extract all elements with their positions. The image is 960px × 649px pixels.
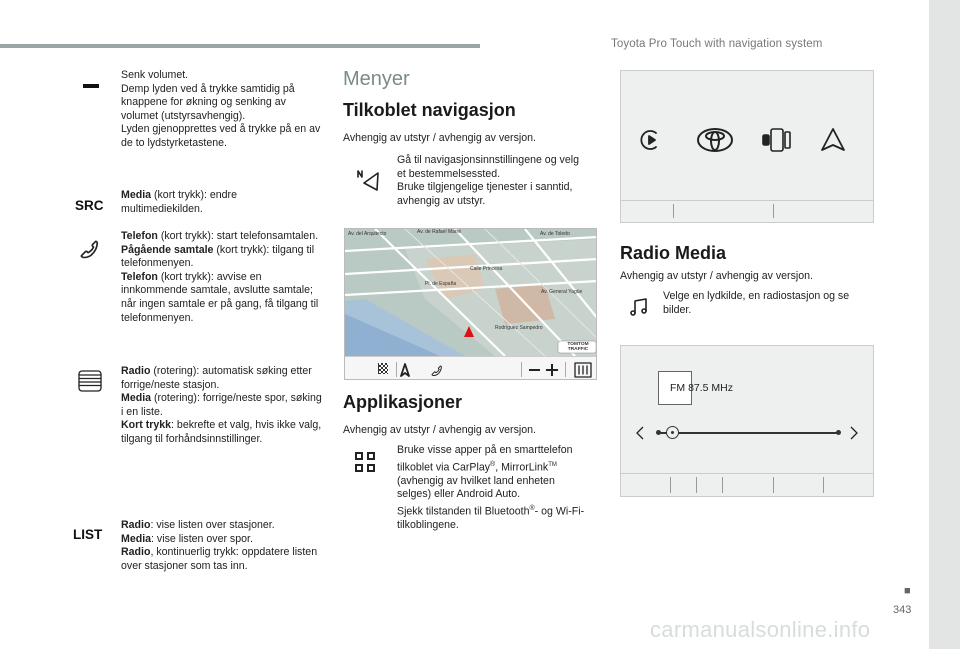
tab-divider xyxy=(773,477,774,493)
map-toolbar xyxy=(345,356,597,380)
flag-icon[interactable] xyxy=(378,363,388,374)
minus-icon xyxy=(80,80,102,92)
src-text: Media (kort trykk): endre multimediekilden. xyxy=(121,189,237,215)
zoom-in-button[interactable] xyxy=(546,364,558,376)
next-station-button[interactable] xyxy=(849,426,859,440)
slider-end-dot xyxy=(836,430,841,435)
frequency-slider[interactable] xyxy=(657,432,839,434)
navigation-icon xyxy=(355,168,381,194)
slider-end-dot xyxy=(656,430,661,435)
home-screen-preview xyxy=(620,70,874,223)
mirrorlink-icon[interactable] xyxy=(759,125,793,155)
music-note-icon xyxy=(628,296,650,318)
tab-divider xyxy=(670,477,671,493)
radio-dependency-text: Avhengig av utstyr / avhengig av versjon. xyxy=(620,270,813,282)
tab-divider xyxy=(823,477,824,493)
previous-station-button[interactable] xyxy=(635,426,645,440)
map-street-label: Rodríguez Sampedro xyxy=(495,325,543,331)
nav-dependency-text: Avhengig av utstyr / avhengig av versjon. xyxy=(343,132,536,144)
src-icon: SRC xyxy=(75,198,104,213)
phone-icon xyxy=(76,236,102,262)
map-menu-icon[interactable] xyxy=(573,361,593,379)
radio-screen-preview xyxy=(620,345,874,497)
map-street-label: Calle Princesa xyxy=(470,266,503,272)
phone-icon[interactable] xyxy=(428,361,444,379)
tab-divider xyxy=(722,477,723,493)
android-auto-icon[interactable] xyxy=(818,126,848,154)
map-street-label: Av. de Toledo xyxy=(540,231,570,237)
toolbar-divider xyxy=(521,362,522,377)
map-street-label: Av. del Arquitecto xyxy=(348,231,387,237)
screen-divider xyxy=(621,200,873,201)
page-number: 343 xyxy=(893,604,912,616)
screen-divider xyxy=(621,473,873,474)
list-text: Radio: vise listen over stasjoner. Media: vise listen over spor. Radio, kontinuerlig trykk: oppdatere listen over stasjoner som tas inn. xyxy=(121,519,318,572)
carplay-icon[interactable] xyxy=(638,127,664,153)
running-header: Toyota Pro Touch with navigation system xyxy=(611,38,823,50)
nav-heading: Tilkoblet navigasjon xyxy=(343,100,516,120)
tomtom-traffic-badge: TOMTOM TRAFFIC xyxy=(567,342,589,352)
map-street-label: Pl. de España xyxy=(425,281,457,287)
menus-heading: Menyer xyxy=(343,68,410,90)
zoom-out-button[interactable] xyxy=(529,369,540,371)
navigation-map-screen xyxy=(344,228,597,380)
tab-divider xyxy=(696,477,697,493)
page-side-band xyxy=(929,0,960,649)
station-frequency: FM 87.5 MHz xyxy=(670,382,734,394)
header-rule xyxy=(0,44,480,48)
apps-heading: Applikasjoner xyxy=(343,392,463,412)
apps-grid-icon xyxy=(355,452,377,474)
toyota-logo-icon[interactable] xyxy=(695,126,735,154)
position-arrow-icon[interactable] xyxy=(397,361,413,379)
radio-media-heading: Radio Media xyxy=(620,243,727,263)
watermark: carmanualsonline.info xyxy=(650,617,871,642)
tab-divider xyxy=(773,204,774,218)
apps-text: Bruke visse apper på en smarttelefon tilkoblet via CarPlay®, MirrorLink™ (avhengig av hvilket land enheten selges) eller Android Auto. Sjekk tilstanden til Bluetooth®- og Wi-Fi- tilkoblingene. xyxy=(397,444,585,532)
rotary-knob-icon xyxy=(76,368,104,394)
nav-text: Gå til navigasjonsinnstillingene og velg et bestemmelsessted. Bruke tilgjengelige tjenester i sanntid, avhengig av utstyr. xyxy=(397,154,579,207)
list-icon: LIST xyxy=(73,527,103,542)
volume-down-text: Senk volumet. Demp lyden ved å trykke samtidig på knappene for økning og senking av volumet (utstyrsavhengig). Lyden gjenopprettes ved å trykke på en av de to lydstyrketastene. xyxy=(121,69,321,149)
tab-divider xyxy=(673,204,674,218)
page-dot: ■ xyxy=(904,585,911,597)
frequency-slider-thumb[interactable] xyxy=(666,426,679,439)
radio-text: Radio (rotering): automatisk søking etter forrige/neste stasjon. Media (rotering): forrige/neste spor, søking i en liste. Kort trykk: bekrefte et valg, hvis ikke valg, tilgang til forhåndsinnstillinger. xyxy=(121,365,322,445)
map-street-label: Av. General Yagüe xyxy=(541,289,583,295)
map-street-label: Av. de Rafael Marré xyxy=(417,229,462,235)
phone-text: Telefon (kort trykk): start telefonsamtalen. Pågående samtale (kort trykk): tilgang til telefonmenyen. Telefon (kort trykk): avvise en innkommende samtale, avslutte samtale; når ingen samtale er på gang, få tilgang til telefonmenyen. xyxy=(121,230,319,324)
apps-dependency-text: Avhengig av utstyr / avhengig av versjon. xyxy=(343,424,536,436)
toolbar-divider xyxy=(565,362,566,377)
radio-text: Velge en lydkilde, en radiostasjon og se bilder. xyxy=(663,290,850,316)
